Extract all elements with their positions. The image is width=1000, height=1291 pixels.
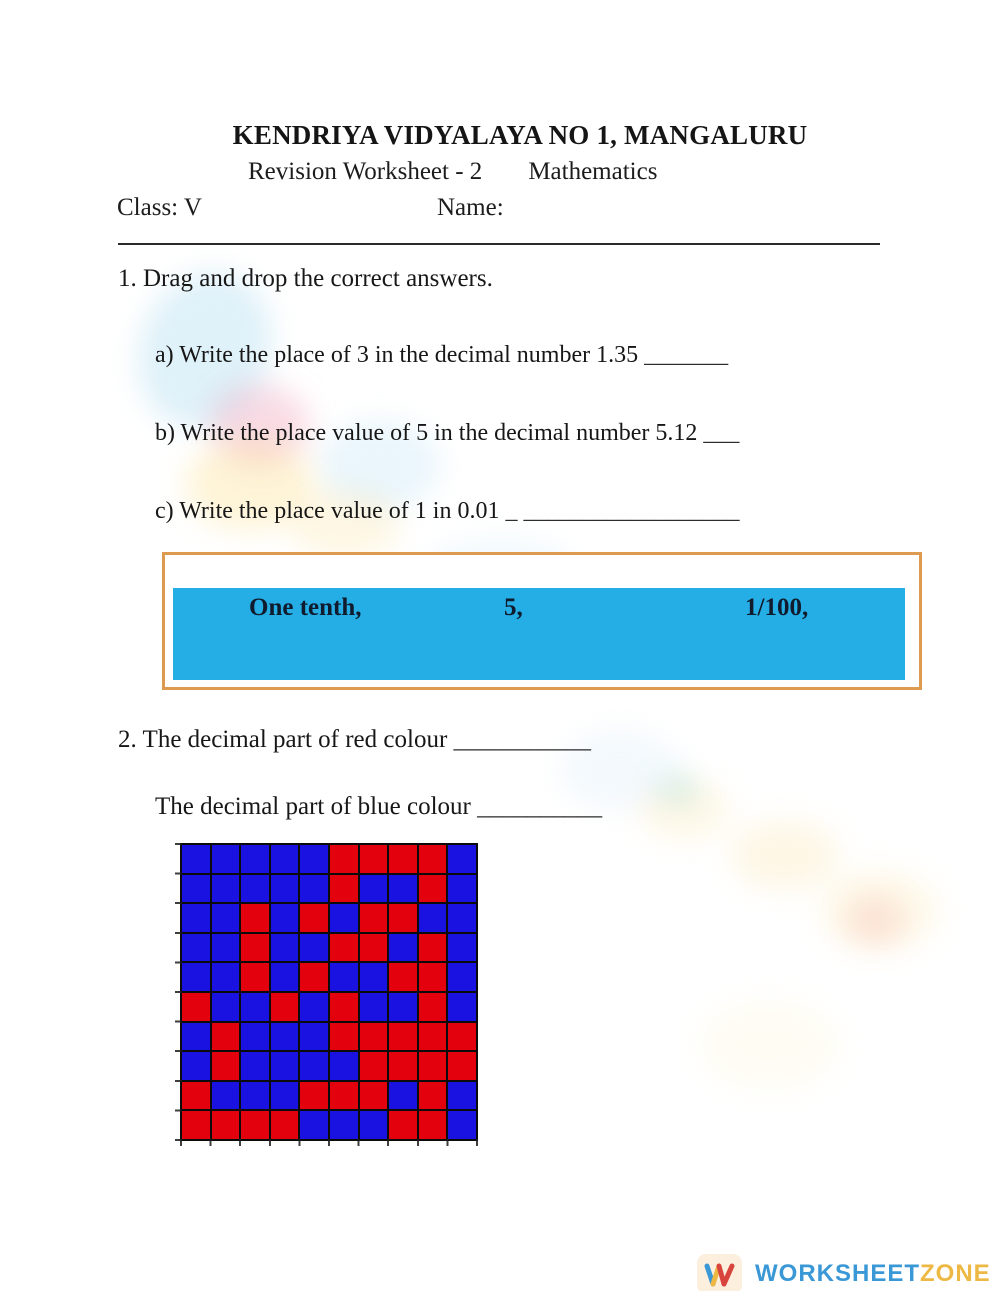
grid-cell-blue [360,993,388,1021]
grid-cell-red [419,1111,447,1139]
grid-cell-blue [330,1111,358,1139]
grid-cell-blue [448,845,476,873]
grid-cell-red [419,1023,447,1051]
grid-cell-red [300,1082,328,1110]
grid-cell-blue [182,1023,210,1051]
grid-cell-blue [241,875,269,903]
grid-cell-blue [182,1052,210,1080]
grid-cell-blue [182,875,210,903]
grid-cell-red [241,963,269,991]
grid-cell-red [419,1082,447,1110]
grid-cell-blue [360,1111,388,1139]
drag-word-five[interactable]: 5, [504,594,523,621]
question2-line1-text: 2. The decimal part of red colour [118,726,448,753]
color-grid [180,843,478,1141]
grid-cell-blue [419,904,447,932]
grid-cell-red [330,993,358,1021]
grid-cell-blue [271,875,299,903]
grid-cell-blue [212,1082,240,1110]
grid-cell-blue [241,1023,269,1051]
grid-cell-red [360,904,388,932]
grid-cell-red [389,1023,417,1051]
grid-cell-red [182,1082,210,1110]
grid-cell-red [419,934,447,962]
header-divider [118,243,880,245]
grid-cell-blue [271,1052,299,1080]
grid-cell-blue [300,934,328,962]
grid-cell-red [212,1111,240,1139]
grid-cell-red [271,993,299,1021]
grid-cell-blue [300,1111,328,1139]
grid-cell-blue [360,875,388,903]
drag-word-one-tenth[interactable]: One tenth, [249,594,362,621]
grid-cell-blue [212,963,240,991]
grid-cell-red [241,934,269,962]
grid-cell-blue [212,993,240,1021]
grid-cell-red [389,845,417,873]
question2-line1 [118,726,591,754]
grid-cell-blue [212,845,240,873]
grid-cell-blue [212,875,240,903]
grid-cell-blue [448,934,476,962]
grid-cell-blue [448,904,476,932]
grid-cell-red [182,993,210,1021]
grid-cell-blue [389,934,417,962]
grid-cell-red [360,934,388,962]
grid-cell-red [330,845,358,873]
grid-cell-red [212,1052,240,1080]
answer-bank-band [173,588,905,680]
grid-cell-blue [300,875,328,903]
grid-cell-red [300,904,328,932]
watermark-blob [700,1000,840,1090]
grid-cell-blue [389,875,417,903]
question2-line2-blank[interactable]: __________ [477,793,603,820]
grid-cell-blue [448,1111,476,1139]
question1-part-c-text: c) Write the place value of 1 in 0.01 [155,498,500,524]
watermark-blob [640,780,730,840]
grid-cell-red [419,963,447,991]
grid-cell-red [419,875,447,903]
grid-cell-red [271,1111,299,1139]
question1-part-a-text: a) Write the place of 3 in the decimal number 1.35 [155,342,639,368]
grid-cell-blue [448,1082,476,1110]
grid-cell-blue [448,875,476,903]
grid-cell-red [419,993,447,1021]
question1-part-b-blank[interactable]: ___ [703,420,740,446]
school-title: KENDRIYA VIDYALAYA NO 1, MANGALURU [232,120,808,150]
grid-cell-blue [182,904,210,932]
grid-cell-blue [300,845,328,873]
grid-cell-red [360,845,388,873]
grid-cell-blue [271,1023,299,1051]
watermark-blob [845,895,905,945]
grid-cell-blue [182,845,210,873]
grid-cell-red [419,1052,447,1080]
grid-cell-blue [448,993,476,1021]
question1-part-b [155,420,739,447]
grid-cell-blue [212,904,240,932]
grid-cell-blue [448,963,476,991]
grid-cell-red [389,904,417,932]
grid-cell-red [300,963,328,991]
grid-cell-red [389,1052,417,1080]
grid-cell-red [389,963,417,991]
question1-part-b-text: b) Write the place value of 5 in the decimal number 5.12 [155,420,698,446]
question2-line1-blank[interactable]: ___________ [453,726,592,753]
grid-cell-blue [300,1023,328,1051]
grid-cell-blue [300,993,328,1021]
grid-cell-red [360,1082,388,1110]
w-mark-icon [697,1254,742,1291]
worksheet-subtitle [248,158,657,186]
grid-cell-red [241,904,269,932]
question1-prompt: 1. Drag and drop the correct answers. [118,265,493,292]
question1-part-c-blank[interactable]: _ __________________ [505,498,740,524]
grid-cell-blue [360,963,388,991]
grid-cell-blue [271,845,299,873]
watermark-blob [820,870,940,950]
question1-part-a-blank[interactable]: _______ [644,342,729,368]
grid-cell-blue [271,904,299,932]
watermark-blob [660,775,700,805]
grid-cell-red [360,1023,388,1051]
grid-cell-blue [271,963,299,991]
grid-cell-red [212,1023,240,1051]
watermark-blob [730,820,840,890]
grid-cell-blue [241,1052,269,1080]
grid-cell-blue [271,934,299,962]
grid-cell-red [241,1111,269,1139]
grid-cell-red [448,1052,476,1080]
grid-cell-red [448,1023,476,1051]
grid-cell-blue [300,1052,328,1080]
grid-cell-blue [389,993,417,1021]
grid-cell-red [330,934,358,962]
grid-cell-blue [389,1082,417,1110]
grid-cell-blue [212,934,240,962]
brand-text [755,1260,991,1288]
grid-cell-blue [241,1082,269,1110]
drag-word-1-100[interactable]: 1/100, [745,594,809,621]
grid-cell-blue [330,904,358,932]
question1-part-c [155,498,739,525]
grid-cell-blue [182,934,210,962]
grid-cell-blue [330,1052,358,1080]
grid-cell-blue [241,993,269,1021]
answer-bank-box [162,552,922,690]
grid-cell-red [182,1111,210,1139]
brand-text-worksheet: WORKSHEET [755,1260,920,1287]
name-label: Name: [437,194,504,221]
class-label: Class: V [117,194,202,221]
worksheet-title: Revision Worksheet - 2 [248,158,483,185]
grid-cell-red [360,1052,388,1080]
grid-cell-blue [330,963,358,991]
question2-line2 [155,793,602,821]
grid-cell-red [419,845,447,873]
worksheetzone-brand[interactable] [697,1254,991,1291]
grid-cell-blue [241,845,269,873]
question1-part-a [155,342,728,369]
grid-cell-red [330,875,358,903]
question2-line2-text: The decimal part of blue colour [155,793,471,820]
grid-cell-red [389,1111,417,1139]
grid-cell-blue [271,1082,299,1110]
grid-cell-red [330,1023,358,1051]
grid-cell-red [330,1082,358,1110]
subject-label: Mathematics [528,158,658,185]
brand-text-zone: ZONE [920,1260,991,1287]
grid-cell-blue [182,963,210,991]
